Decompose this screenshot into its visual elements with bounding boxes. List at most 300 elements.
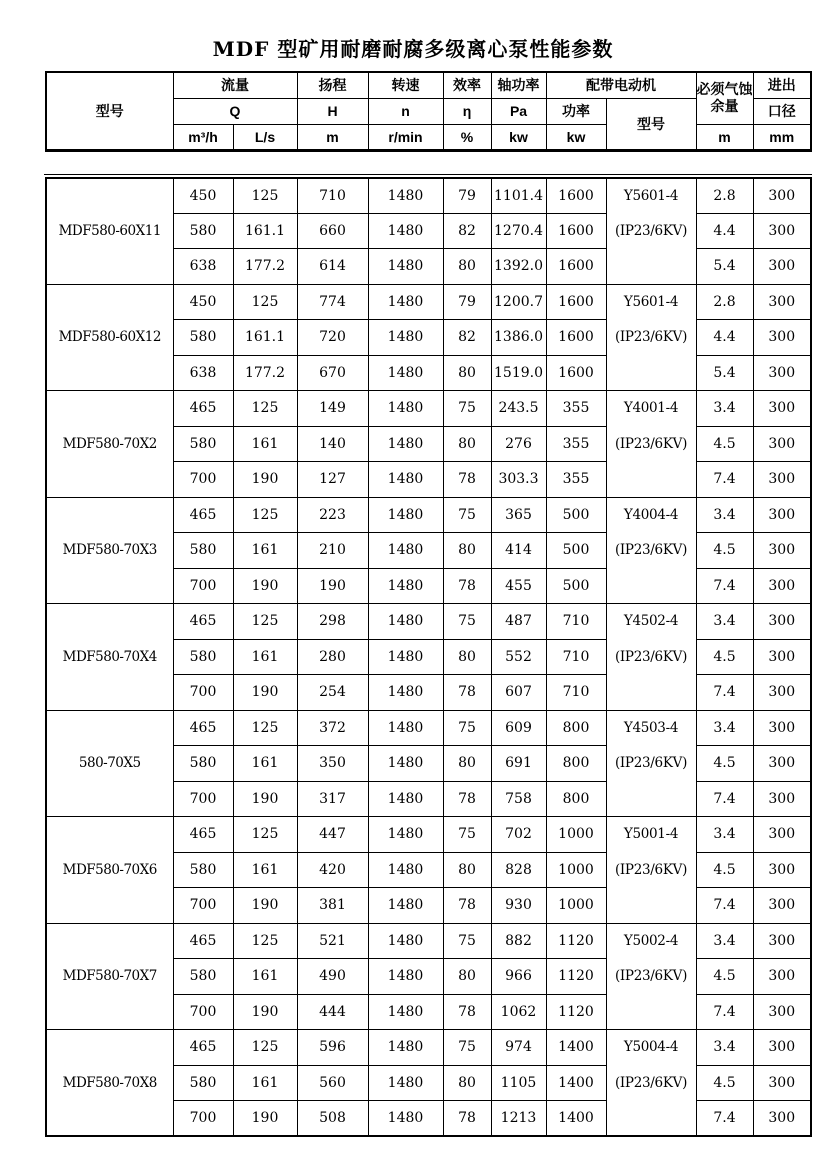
value-cell-q-ls: 190 xyxy=(233,675,297,711)
value-cell-q-ls: 161 xyxy=(233,1065,297,1101)
motor-protection-text: (IP23/6KV) xyxy=(614,968,688,984)
value-cell-h: 490 xyxy=(297,959,368,995)
value-cell-eff: 79 xyxy=(443,178,491,214)
value-cell-npsh: 3.4 xyxy=(696,1030,753,1066)
value-cell-pa: 1062 xyxy=(491,994,546,1030)
value-cell-pa: 414 xyxy=(491,533,546,569)
value-cell-eff: 78 xyxy=(443,888,491,924)
motor-model-cell xyxy=(606,1030,696,1137)
header-flow: 流量 xyxy=(173,72,297,98)
value-cell-n: 1480 xyxy=(368,675,443,711)
value-cell-n: 1480 xyxy=(368,320,443,356)
value-cell-npsh: 2.8 xyxy=(696,284,753,320)
header-unit-kw-pa: kw xyxy=(491,124,546,150)
value-cell-n: 1480 xyxy=(368,426,443,462)
value-cell-q-m3h: 580 xyxy=(173,213,233,249)
header-npsh-unit: m xyxy=(696,124,753,150)
value-cell-q-ls: 125 xyxy=(233,284,297,320)
value-cell-q-ls: 161 xyxy=(233,959,297,995)
value-cell-n: 1480 xyxy=(368,1065,443,1101)
value-cell-q-m3h: 465 xyxy=(173,497,233,533)
value-cell-q-m3h: 700 xyxy=(173,568,233,604)
value-cell-h: 670 xyxy=(297,355,368,391)
motor-protection-text: (IP23/6KV) xyxy=(614,755,688,771)
value-cell-q-m3h: 700 xyxy=(173,1101,233,1137)
value-cell-n: 1480 xyxy=(368,568,443,604)
header-flow-symbol: Q xyxy=(173,98,297,124)
motor-model-cell xyxy=(606,391,696,498)
value-cell-q-m3h: 465 xyxy=(173,923,233,959)
header-unit-m3h: m³/h xyxy=(173,124,233,150)
value-cell-dn: 300 xyxy=(753,923,811,959)
value-cell-dn: 300 xyxy=(753,355,811,391)
value-cell-npsh: 7.4 xyxy=(696,675,753,711)
value-cell-q-ls: 190 xyxy=(233,994,297,1030)
header-shaft-power-symbol: Pa xyxy=(491,98,546,124)
value-cell-motor-kw: 500 xyxy=(546,568,606,604)
value-cell-eff: 79 xyxy=(443,284,491,320)
value-cell-dn: 300 xyxy=(753,213,811,249)
value-cell-h: 254 xyxy=(297,675,368,711)
value-cell-q-ls: 125 xyxy=(233,497,297,533)
pump-model-cell: MDF580-70X7 xyxy=(46,923,173,1030)
value-cell-pa: 365 xyxy=(491,497,546,533)
value-cell-q-m3h: 580 xyxy=(173,533,233,569)
value-cell-pa: 828 xyxy=(491,852,546,888)
value-cell-motor-kw: 1600 xyxy=(546,213,606,249)
header-unit-m: m xyxy=(297,124,368,150)
value-cell-npsh: 7.4 xyxy=(696,462,753,498)
value-cell-pa: 1392.0 xyxy=(491,249,546,285)
table-row xyxy=(46,391,811,427)
value-cell-npsh: 4.4 xyxy=(696,213,753,249)
value-cell-q-ls: 125 xyxy=(233,178,297,214)
value-cell-eff: 80 xyxy=(443,355,491,391)
value-cell-h: 508 xyxy=(297,1101,368,1137)
motor-model-cell xyxy=(606,710,696,817)
value-cell-npsh: 4.5 xyxy=(696,639,753,675)
table-row xyxy=(46,923,811,959)
value-cell-eff: 80 xyxy=(443,249,491,285)
value-cell-q-ls: 125 xyxy=(233,817,297,853)
motor-protection-text: (IP23/6KV) xyxy=(614,223,688,239)
value-cell-dn: 300 xyxy=(753,852,811,888)
value-cell-motor-kw: 355 xyxy=(546,426,606,462)
value-cell-q-ls: 125 xyxy=(233,1030,297,1066)
value-cell-eff: 78 xyxy=(443,462,491,498)
value-cell-eff: 80 xyxy=(443,959,491,995)
header-motor-model: 型号 xyxy=(606,98,696,150)
value-cell-n: 1480 xyxy=(368,213,443,249)
value-cell-n: 1480 xyxy=(368,497,443,533)
value-cell-n: 1480 xyxy=(368,462,443,498)
value-cell-eff: 78 xyxy=(443,994,491,1030)
value-cell-dn: 300 xyxy=(753,746,811,782)
value-cell-npsh: 4.5 xyxy=(696,426,753,462)
value-cell-dn: 300 xyxy=(753,888,811,924)
value-cell-npsh: 4.5 xyxy=(696,852,753,888)
table-row xyxy=(46,497,811,533)
value-cell-pa: 276 xyxy=(491,426,546,462)
value-cell-eff: 80 xyxy=(443,852,491,888)
value-cell-n: 1480 xyxy=(368,1030,443,1066)
value-cell-npsh: 7.4 xyxy=(696,888,753,924)
value-cell-n: 1480 xyxy=(368,710,443,746)
value-cell-dn: 300 xyxy=(753,568,811,604)
header-speed-symbol: n xyxy=(368,98,443,124)
value-cell-dn: 300 xyxy=(753,710,811,746)
value-cell-n: 1480 xyxy=(368,746,443,782)
value-cell-n: 1480 xyxy=(368,355,443,391)
header-unit-rmin: r/min xyxy=(368,124,443,150)
value-cell-h: 710 xyxy=(297,178,368,214)
value-cell-pa: 974 xyxy=(491,1030,546,1066)
header-inout-top: 进出 xyxy=(753,72,811,98)
value-cell-motor-kw: 1000 xyxy=(546,817,606,853)
pump-model-cell: MDF580-70X2 xyxy=(46,391,173,498)
header-head: 扬程 xyxy=(297,72,368,98)
value-cell-h: 140 xyxy=(297,426,368,462)
value-cell-q-ls: 161 xyxy=(233,746,297,782)
value-cell-pa: 1200.7 xyxy=(491,284,546,320)
value-cell-motor-kw: 500 xyxy=(546,497,606,533)
value-cell-eff: 75 xyxy=(443,817,491,853)
pump-model-cell: 580-70X5 xyxy=(46,710,173,817)
value-cell-dn: 300 xyxy=(753,1101,811,1137)
value-cell-motor-kw: 710 xyxy=(546,604,606,640)
value-cell-q-ls: 161.1 xyxy=(233,320,297,356)
value-cell-n: 1480 xyxy=(368,817,443,853)
value-cell-h: 280 xyxy=(297,639,368,675)
value-cell-npsh: 2.8 xyxy=(696,178,753,214)
header-head-symbol: H xyxy=(297,98,368,124)
value-cell-n: 1480 xyxy=(368,781,443,817)
value-cell-eff: 75 xyxy=(443,923,491,959)
data-table-frame xyxy=(44,174,812,1138)
value-cell-n: 1480 xyxy=(368,994,443,1030)
pump-model-cell: MDF580-60X11 xyxy=(46,178,173,285)
value-cell-eff: 75 xyxy=(443,497,491,533)
value-cell-h: 372 xyxy=(297,710,368,746)
pump-model-cell: MDF580-70X6 xyxy=(46,817,173,924)
value-cell-h: 317 xyxy=(297,781,368,817)
value-cell-motor-kw: 1600 xyxy=(546,320,606,356)
value-cell-q-m3h: 465 xyxy=(173,1030,233,1066)
table-row xyxy=(46,178,811,214)
value-cell-dn: 300 xyxy=(753,497,811,533)
value-cell-npsh: 7.4 xyxy=(696,781,753,817)
value-cell-eff: 78 xyxy=(443,1101,491,1137)
header-efficiency-symbol: η xyxy=(443,98,491,124)
value-cell-dn: 300 xyxy=(753,994,811,1030)
table-row xyxy=(46,604,811,640)
value-cell-dn: 300 xyxy=(753,639,811,675)
value-cell-q-ls: 161 xyxy=(233,639,297,675)
motor-model-text: Y5601-4 xyxy=(623,187,679,204)
value-cell-h: 223 xyxy=(297,497,368,533)
value-cell-pa: 607 xyxy=(491,675,546,711)
value-cell-h: 660 xyxy=(297,213,368,249)
value-cell-pa: 691 xyxy=(491,746,546,782)
table-row xyxy=(46,710,811,746)
value-cell-eff: 82 xyxy=(443,213,491,249)
value-cell-h: 298 xyxy=(297,604,368,640)
value-cell-q-m3h: 465 xyxy=(173,710,233,746)
motor-model-cell xyxy=(606,497,696,604)
motor-model-cell xyxy=(606,817,696,924)
value-cell-n: 1480 xyxy=(368,178,443,214)
value-cell-dn: 300 xyxy=(753,675,811,711)
motor-model-text: Y4004-4 xyxy=(623,506,679,523)
value-cell-dn: 300 xyxy=(753,1065,811,1101)
value-cell-eff: 75 xyxy=(443,604,491,640)
value-cell-npsh: 5.4 xyxy=(696,355,753,391)
value-cell-npsh: 4.5 xyxy=(696,533,753,569)
value-cell-n: 1480 xyxy=(368,959,443,995)
value-cell-pa: 966 xyxy=(491,959,546,995)
value-cell-dn: 300 xyxy=(753,959,811,995)
value-cell-q-m3h: 580 xyxy=(173,746,233,782)
value-cell-q-m3h: 580 xyxy=(173,320,233,356)
value-cell-q-ls: 190 xyxy=(233,462,297,498)
value-cell-q-ls: 125 xyxy=(233,604,297,640)
value-cell-n: 1480 xyxy=(368,249,443,285)
header-unit-ls: L/s xyxy=(233,124,297,150)
value-cell-q-ls: 177.2 xyxy=(233,249,297,285)
value-cell-motor-kw: 710 xyxy=(546,675,606,711)
value-cell-pa: 1101.4 xyxy=(491,178,546,214)
value-cell-q-m3h: 465 xyxy=(173,391,233,427)
value-cell-n: 1480 xyxy=(368,391,443,427)
motor-model-cell xyxy=(606,284,696,391)
value-cell-n: 1480 xyxy=(368,923,443,959)
value-cell-n: 1480 xyxy=(368,533,443,569)
value-cell-eff: 75 xyxy=(443,391,491,427)
value-cell-npsh: 3.4 xyxy=(696,817,753,853)
value-cell-motor-kw: 1120 xyxy=(546,959,606,995)
value-cell-h: 774 xyxy=(297,284,368,320)
value-cell-dn: 300 xyxy=(753,533,811,569)
value-cell-pa: 609 xyxy=(491,710,546,746)
value-cell-npsh: 3.4 xyxy=(696,391,753,427)
value-cell-dn: 300 xyxy=(753,604,811,640)
table-row xyxy=(46,284,811,320)
value-cell-pa: 552 xyxy=(491,639,546,675)
value-cell-h: 350 xyxy=(297,746,368,782)
value-cell-npsh: 3.4 xyxy=(696,923,753,959)
header-motor: 配带电动机 xyxy=(546,72,696,98)
value-cell-npsh: 4.4 xyxy=(696,320,753,356)
value-cell-q-m3h: 700 xyxy=(173,675,233,711)
pump-model-cell: MDF580-70X4 xyxy=(46,604,173,711)
value-cell-eff: 75 xyxy=(443,710,491,746)
value-cell-n: 1480 xyxy=(368,639,443,675)
value-cell-npsh: 4.5 xyxy=(696,746,753,782)
value-cell-q-m3h: 638 xyxy=(173,355,233,391)
value-cell-npsh: 7.4 xyxy=(696,994,753,1030)
value-cell-motor-kw: 1000 xyxy=(546,888,606,924)
value-cell-q-m3h: 450 xyxy=(173,178,233,214)
value-cell-pa: 455 xyxy=(491,568,546,604)
pump-model-cell: MDF580-60X12 xyxy=(46,284,173,391)
value-cell-h: 614 xyxy=(297,249,368,285)
value-cell-eff: 80 xyxy=(443,533,491,569)
value-cell-motor-kw: 355 xyxy=(546,391,606,427)
value-cell-dn: 300 xyxy=(753,781,811,817)
motor-model-cell xyxy=(606,178,696,285)
header-speed: 转速 xyxy=(368,72,443,98)
value-cell-motor-kw: 1400 xyxy=(546,1101,606,1137)
value-cell-motor-kw: 1120 xyxy=(546,994,606,1030)
value-cell-h: 560 xyxy=(297,1065,368,1101)
motor-protection-text: (IP23/6KV) xyxy=(614,329,688,345)
value-cell-h: 720 xyxy=(297,320,368,356)
value-cell-dn: 300 xyxy=(753,817,811,853)
value-cell-pa: 1213 xyxy=(491,1101,546,1137)
motor-model-cell xyxy=(606,923,696,1030)
header-table xyxy=(45,71,812,152)
value-cell-q-ls: 190 xyxy=(233,781,297,817)
value-cell-pa: 487 xyxy=(491,604,546,640)
value-cell-npsh: 7.4 xyxy=(696,1101,753,1137)
value-cell-motor-kw: 800 xyxy=(546,710,606,746)
value-cell-q-m3h: 700 xyxy=(173,462,233,498)
motor-model-text: Y4001-4 xyxy=(623,400,679,416)
value-cell-q-m3h: 580 xyxy=(173,639,233,675)
value-cell-dn: 300 xyxy=(753,284,811,320)
value-cell-eff: 80 xyxy=(443,1065,491,1101)
value-cell-h: 444 xyxy=(297,994,368,1030)
value-cell-q-m3h: 580 xyxy=(173,959,233,995)
value-cell-h: 190 xyxy=(297,568,368,604)
header-shaft-power: 轴功率 xyxy=(491,72,546,98)
value-cell-dn: 300 xyxy=(753,426,811,462)
value-cell-eff: 75 xyxy=(443,1030,491,1066)
value-cell-npsh: 4.5 xyxy=(696,1065,753,1101)
value-cell-q-ls: 190 xyxy=(233,568,297,604)
header-unit-kw-motor: kw xyxy=(546,124,606,150)
value-cell-n: 1480 xyxy=(368,852,443,888)
value-cell-dn: 300 xyxy=(753,178,811,214)
table-row xyxy=(46,1030,811,1066)
value-cell-q-ls: 161 xyxy=(233,852,297,888)
header-npsh: 必须气蚀余量 xyxy=(696,72,753,124)
value-cell-pa: 882 xyxy=(491,923,546,959)
value-cell-q-ls: 161.1 xyxy=(233,213,297,249)
value-cell-dn: 300 xyxy=(753,249,811,285)
value-cell-h: 447 xyxy=(297,817,368,853)
value-cell-q-ls: 125 xyxy=(233,710,297,746)
header-efficiency: 效率 xyxy=(443,72,491,98)
table-row xyxy=(46,817,811,853)
value-cell-npsh: 3.4 xyxy=(696,604,753,640)
value-cell-pa: 303.3 xyxy=(491,462,546,498)
value-cell-q-m3h: 580 xyxy=(173,852,233,888)
value-cell-q-m3h: 450 xyxy=(173,284,233,320)
header-inout-unit: mm xyxy=(753,124,811,150)
motor-protection-text: (IP23/6KV) xyxy=(614,1074,688,1091)
value-cell-motor-kw: 710 xyxy=(546,639,606,675)
value-cell-pa: 243.5 xyxy=(491,391,546,427)
value-cell-h: 210 xyxy=(297,533,368,569)
motor-model-text: Y5004-4 xyxy=(623,1039,679,1055)
value-cell-q-m3h: 465 xyxy=(173,817,233,853)
value-cell-q-m3h: 580 xyxy=(173,1065,233,1101)
pump-model-cell: MDF580-70X8 xyxy=(46,1030,173,1137)
value-cell-q-ls: 161 xyxy=(233,533,297,569)
value-cell-n: 1480 xyxy=(368,888,443,924)
value-cell-h: 381 xyxy=(297,888,368,924)
value-cell-pa: 702 xyxy=(491,817,546,853)
value-cell-q-m3h: 700 xyxy=(173,781,233,817)
value-cell-q-ls: 177.2 xyxy=(233,355,297,391)
value-cell-motor-kw: 1400 xyxy=(546,1030,606,1066)
motor-model-text: Y4503-4 xyxy=(623,719,679,736)
motor-model-text: Y5001-4 xyxy=(623,826,679,842)
value-cell-pa: 758 xyxy=(491,781,546,817)
value-cell-npsh: 3.4 xyxy=(696,710,753,746)
value-cell-dn: 300 xyxy=(753,320,811,356)
value-cell-q-m3h: 638 xyxy=(173,249,233,285)
motor-protection-text: (IP23/6KV) xyxy=(614,435,688,452)
value-cell-q-m3h: 700 xyxy=(173,888,233,924)
value-cell-motor-kw: 1120 xyxy=(546,923,606,959)
value-cell-dn: 300 xyxy=(753,1030,811,1066)
value-cell-eff: 80 xyxy=(443,746,491,782)
data-table xyxy=(45,177,812,1138)
value-cell-eff: 80 xyxy=(443,426,491,462)
motor-model-text: Y5601-4 xyxy=(623,293,679,310)
value-cell-eff: 78 xyxy=(443,781,491,817)
motor-protection-text: (IP23/6KV) xyxy=(614,861,688,878)
value-cell-eff: 82 xyxy=(443,320,491,356)
value-cell-n: 1480 xyxy=(368,1101,443,1137)
motor-model-text: Y4502-4 xyxy=(623,613,679,629)
value-cell-pa: 1386.0 xyxy=(491,320,546,356)
value-cell-h: 596 xyxy=(297,1030,368,1066)
header-motor-power: 功率 xyxy=(546,98,606,124)
value-cell-motor-kw: 800 xyxy=(546,746,606,782)
value-cell-q-m3h: 700 xyxy=(173,994,233,1030)
value-cell-q-ls: 190 xyxy=(233,1101,297,1137)
value-cell-motor-kw: 1400 xyxy=(546,1065,606,1101)
value-cell-h: 420 xyxy=(297,852,368,888)
motor-protection-text: (IP23/6KV) xyxy=(614,648,688,665)
value-cell-motor-kw: 355 xyxy=(546,462,606,498)
value-cell-pa: 930 xyxy=(491,888,546,924)
page-title: MDF 型矿用耐磨耐腐多级离心泵性能参数 xyxy=(212,37,614,61)
value-cell-eff: 80 xyxy=(443,639,491,675)
value-cell-n: 1480 xyxy=(368,284,443,320)
value-cell-eff: 78 xyxy=(443,568,491,604)
motor-protection-text: (IP23/6KV) xyxy=(614,542,688,558)
value-cell-n: 1480 xyxy=(368,604,443,640)
value-cell-h: 127 xyxy=(297,462,368,498)
value-cell-q-m3h: 580 xyxy=(173,426,233,462)
value-cell-pa: 1105 xyxy=(491,1065,546,1101)
value-cell-motor-kw: 1600 xyxy=(546,284,606,320)
value-cell-dn: 300 xyxy=(753,391,811,427)
value-cell-npsh: 5.4 xyxy=(696,249,753,285)
header-inout-bottom: 口径 xyxy=(753,98,811,124)
value-cell-q-ls: 125 xyxy=(233,923,297,959)
value-cell-motor-kw: 500 xyxy=(546,533,606,569)
motor-model-text: Y5002-4 xyxy=(623,932,679,949)
value-cell-npsh: 3.4 xyxy=(696,497,753,533)
value-cell-motor-kw: 1600 xyxy=(546,249,606,285)
value-cell-q-ls: 190 xyxy=(233,888,297,924)
value-cell-h: 521 xyxy=(297,923,368,959)
